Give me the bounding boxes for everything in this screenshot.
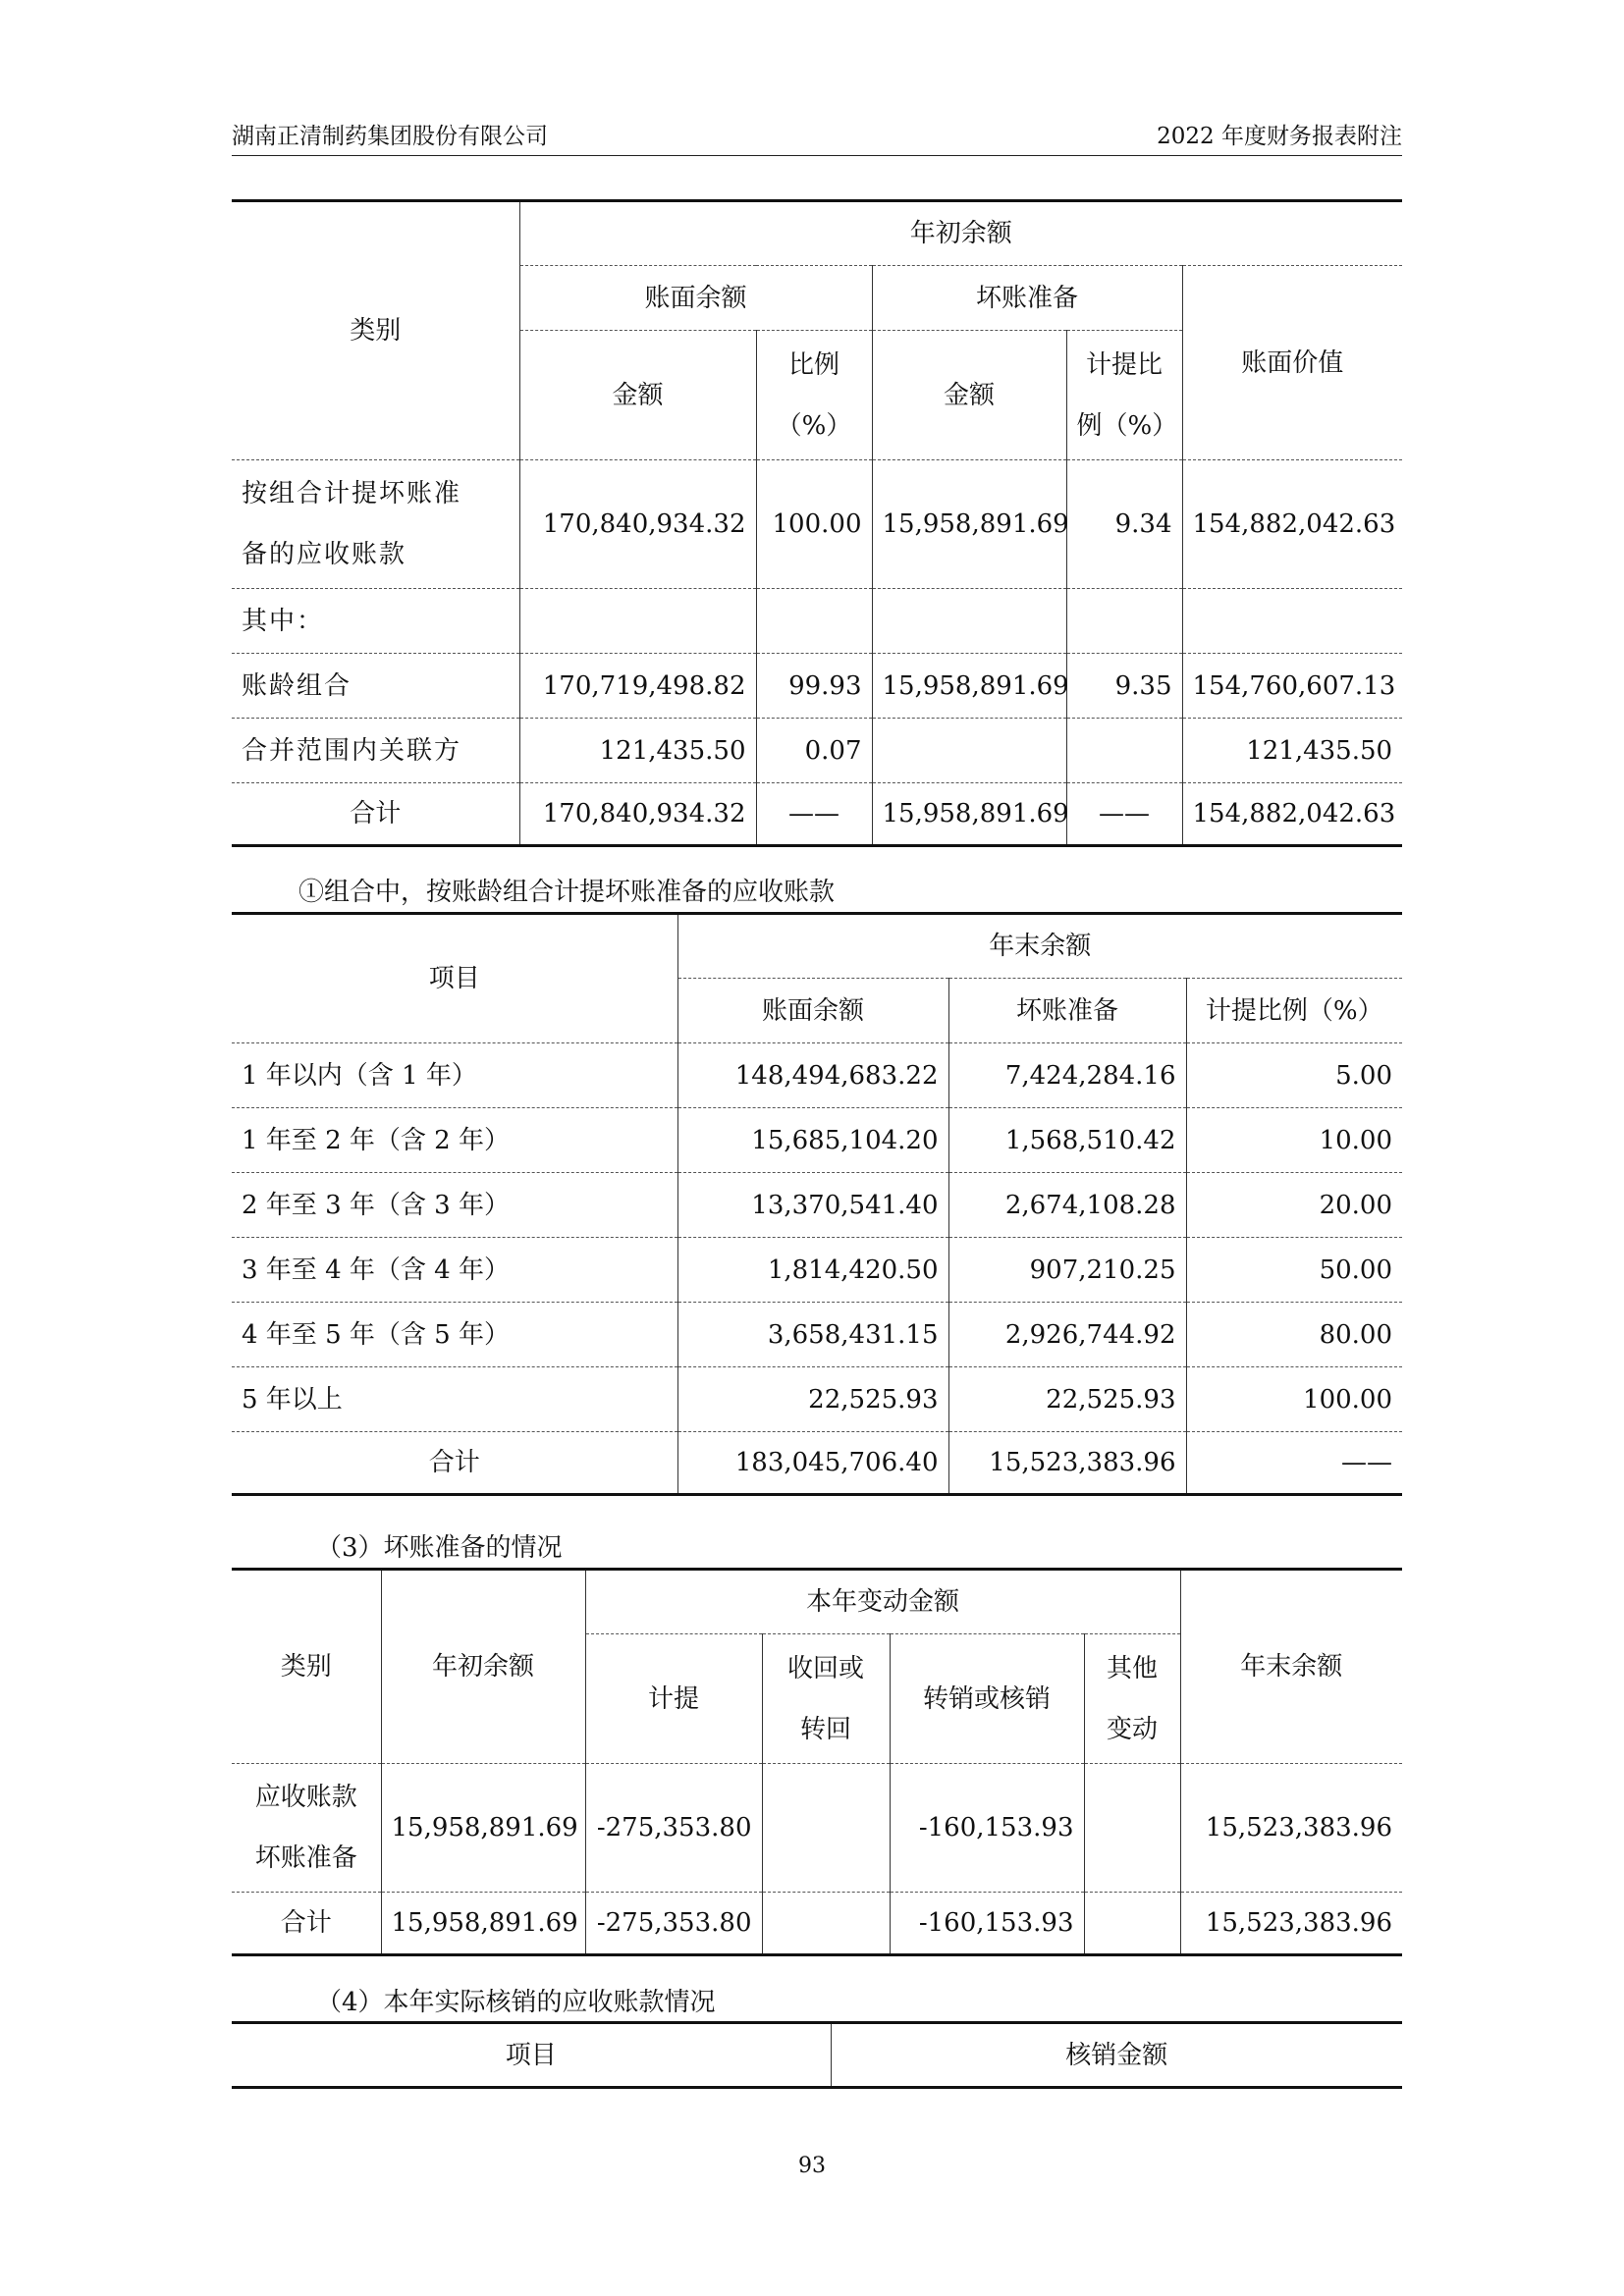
header-change: 本年变动金额 (585, 1570, 1180, 1634)
header-bad-debt: 坏账准备 (872, 266, 1182, 331)
header-writeoff: 转销或核销 (890, 1634, 1084, 1764)
table-row (232, 589, 1402, 654)
cell-ratio: 99.93 (756, 654, 872, 719)
row-item: 1 年以内（含 1 年） (232, 1043, 677, 1108)
cell-begin: 15,958,891.69 (381, 1764, 585, 1893)
cell-ratio: 10.00 (1186, 1108, 1402, 1173)
cell-bad-debt: 2,674,108.28 (948, 1173, 1186, 1238)
cell-book-value (1182, 589, 1402, 654)
row-category-line2: 坏账准备 (254, 1843, 357, 1873)
row-label: 账龄组合 (232, 654, 519, 719)
cell-bad-debt: 15,523,383.96 (948, 1432, 1186, 1495)
header-begin: 年初余额 (381, 1570, 585, 1764)
header-writeoff-amount: 核销金额 (831, 2023, 1402, 2088)
header-recover (762, 1634, 890, 1764)
cell-ratio: —— (1186, 1432, 1402, 1495)
page-number: 93 (798, 2154, 826, 2178)
bad-debt-provision-table (232, 1568, 1402, 1956)
row-category (232, 1764, 381, 1893)
document-title: 2022 年度财务报表附注 (1157, 124, 1402, 149)
row-category-line1: 应收账款 (254, 1783, 357, 1812)
cell-book-value: 154,882,042.63 (1182, 783, 1402, 846)
row-item: 3 年至 4 年（含 4 年） (232, 1238, 677, 1303)
cell-balance: 13,370,541.40 (677, 1173, 948, 1238)
cell-bd-amount (872, 719, 1066, 783)
cell-bad-debt: 2,926,744.92 (948, 1303, 1186, 1367)
table-row (232, 1303, 1402, 1367)
row-item: 合计 (232, 1432, 677, 1495)
cell-other (1084, 1893, 1180, 1955)
header-amount: 金额 (519, 331, 756, 460)
cell-ratio: 50.00 (1186, 1238, 1402, 1303)
cell-ratio: 100.00 (1186, 1367, 1402, 1432)
header-item: 项目 (232, 2023, 831, 2088)
cell-ratio: 100.00 (756, 460, 872, 589)
cell-balance: 148,494,683.22 (677, 1043, 948, 1108)
table-row (232, 1238, 1402, 1303)
cell-balance: 3,658,431.15 (677, 1303, 948, 1367)
section-title-aging: ①组合中，按账龄组合计提坏账准备的应收账款 (298, 878, 836, 907)
table-row (232, 1764, 1402, 1893)
header-recover-line2: 转回 (799, 1714, 851, 1744)
table-row (232, 1173, 1402, 1238)
header-other (1084, 1634, 1180, 1764)
cell-recover (762, 1764, 890, 1893)
row-label: 合计 (232, 783, 519, 846)
cell-end: 15,523,383.96 (1180, 1764, 1402, 1893)
row-item: 2 年至 3 年（含 3 年） (232, 1173, 677, 1238)
header-ratio-line2: （%） (776, 410, 852, 441)
header-bad-debt: 坏账准备 (948, 979, 1186, 1043)
cell-balance: 15,685,104.20 (677, 1108, 948, 1173)
cell-amount: 170,719,498.82 (519, 654, 756, 719)
header-prov-line2: 例（%） (1076, 410, 1178, 441)
table-row (232, 1108, 1402, 1173)
cell-amount: 170,840,934.32 (519, 460, 756, 589)
cell-ratio: —— (756, 783, 872, 846)
cell-prov: —— (1066, 783, 1182, 846)
cell-bad-debt: 1,568,510.42 (948, 1108, 1186, 1173)
cell-book-value: 121,435.50 (1182, 719, 1402, 783)
header-prov-line1: 计提比 (1085, 349, 1163, 380)
cell-prov (1066, 589, 1182, 654)
header-other-line2: 变动 (1107, 1714, 1159, 1744)
row-label: 合并范围内关联方 (232, 719, 519, 783)
cell-balance: 22,525.93 (677, 1367, 948, 1432)
table-row (232, 654, 1402, 719)
cell-book-value: 154,882,042.63 (1182, 460, 1402, 589)
row-label (232, 460, 519, 589)
table-total-row (232, 1893, 1402, 1955)
year-begin-balance-table (232, 199, 1402, 847)
cell-provision: -275,353.80 (585, 1893, 762, 1955)
cell-provision: -275,353.80 (585, 1764, 762, 1893)
cell-prov: 9.34 (1066, 460, 1182, 589)
header-book-balance: 账面余额 (519, 266, 872, 331)
cell-balance: 1,814,420.50 (677, 1238, 948, 1303)
table-row (232, 1367, 1402, 1432)
header-prov-ratio: 计提比例（%） (1186, 979, 1402, 1043)
cell-amount: 170,840,934.32 (519, 783, 756, 846)
row-category: 合计 (232, 1893, 381, 1955)
header-other-line1: 其他 (1107, 1653, 1159, 1683)
header-year-end: 年末余额 (677, 914, 1402, 979)
header-ratio (756, 331, 872, 460)
cell-balance: 183,045,706.40 (677, 1432, 948, 1495)
cell-prov: 9.35 (1066, 654, 1182, 719)
cell-ratio: 0.07 (756, 719, 872, 783)
cell-bad-debt: 907,210.25 (948, 1238, 1186, 1303)
header-category: 类别 (232, 201, 519, 460)
header-ratio-line1: 比例 (787, 349, 839, 380)
table-total-row (232, 783, 1402, 846)
cell-ratio (756, 589, 872, 654)
cell-bad-debt: 7,424,284.16 (948, 1043, 1186, 1108)
cell-bd-amount (872, 589, 1066, 654)
header-book-balance: 账面余额 (677, 979, 948, 1043)
section-title-writeoff: （4）本年实际核销的应收账款情况 (316, 1988, 716, 2017)
row-label-line1: 按组合计提坏账准 (242, 479, 462, 508)
cell-bd-amount: 15,958,891.69 (872, 783, 1066, 846)
header-item: 项目 (232, 914, 677, 1043)
cell-ratio: 5.00 (1186, 1043, 1402, 1108)
cell-begin: 15,958,891.69 (381, 1893, 585, 1955)
cell-other (1084, 1764, 1180, 1893)
header-year-begin: 年初余额 (519, 201, 1402, 266)
cell-writeoff: -160,153.93 (890, 1893, 1084, 1955)
cell-ratio: 20.00 (1186, 1173, 1402, 1238)
cell-bd-amount: 15,958,891.69 (872, 654, 1066, 719)
row-label: 其中： (232, 589, 519, 654)
cell-bad-debt: 22,525.93 (948, 1367, 1186, 1432)
header-provision-ratio (1066, 331, 1182, 460)
cell-end: 15,523,383.96 (1180, 1893, 1402, 1955)
row-item: 1 年至 2 年（含 2 年） (232, 1108, 677, 1173)
row-item: 5 年以上 (232, 1367, 677, 1432)
aging-table (232, 912, 1402, 1496)
company-name: 湖南正清制药集团股份有限公司 (232, 124, 548, 149)
header-bd-amount: 金额 (872, 331, 1066, 460)
cell-amount: 121,435.50 (519, 719, 756, 783)
table-row (232, 460, 1402, 589)
table-total-row (232, 1432, 1402, 1495)
header-book-value: 账面价值 (1182, 266, 1402, 460)
header-recover-line1: 收回或 (786, 1653, 864, 1683)
cell-bd-amount: 15,958,891.69 (872, 460, 1066, 589)
header-provision: 计提 (585, 1634, 762, 1764)
cell-recover (762, 1893, 890, 1955)
cell-writeoff: -160,153.93 (890, 1764, 1084, 1893)
row-item: 4 年至 5 年（含 5 年） (232, 1303, 677, 1367)
cell-ratio: 80.00 (1186, 1303, 1402, 1367)
section-title-bad-debt: （3）坏账准备的情况 (316, 1533, 563, 1563)
cell-book-value: 154,760,607.13 (1182, 654, 1402, 719)
writeoff-table (232, 2021, 1402, 2089)
cell-prov (1066, 719, 1182, 783)
header-end: 年末余额 (1180, 1570, 1402, 1764)
table-row (232, 719, 1402, 783)
page-header (232, 116, 1402, 156)
table-row (232, 1043, 1402, 1108)
cell-amount (519, 589, 756, 654)
row-label-line2: 备的应收账款 (242, 540, 407, 569)
header-category: 类别 (232, 1570, 381, 1764)
